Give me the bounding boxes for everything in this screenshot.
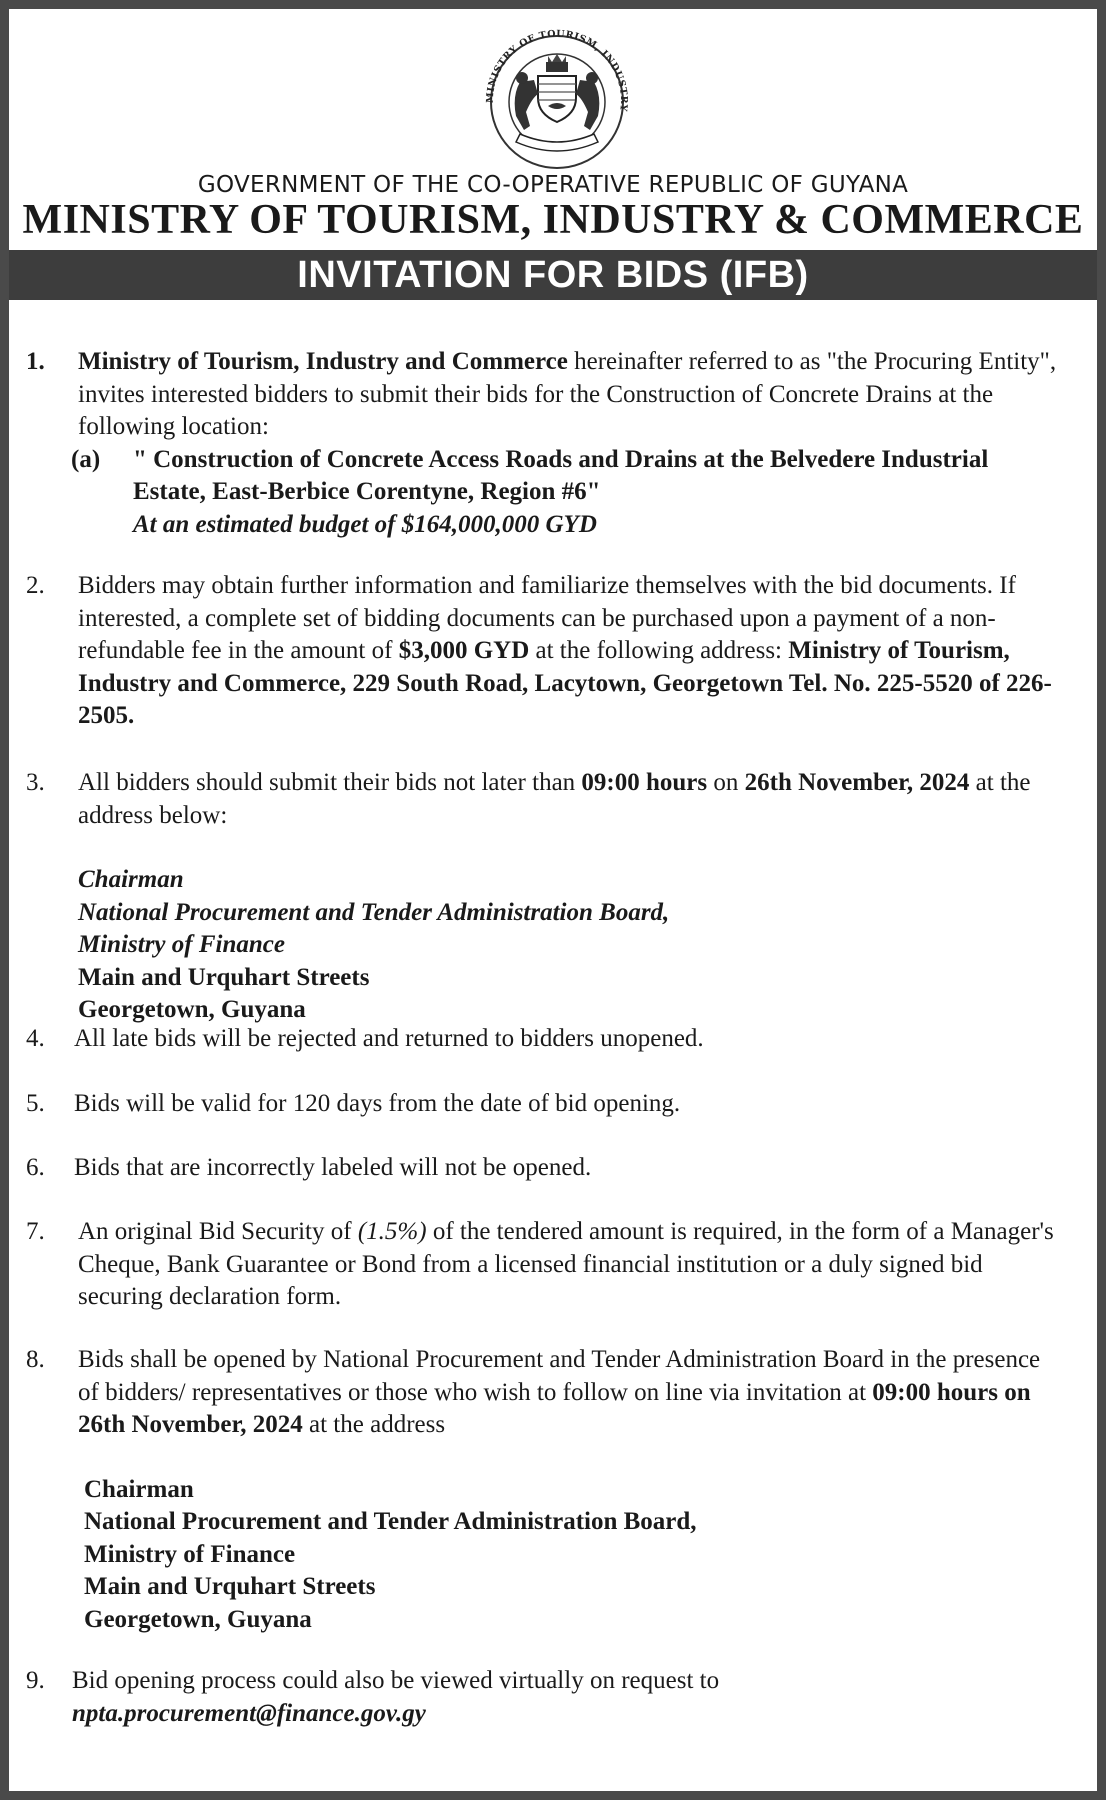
list-item-1 — [26, 346, 1066, 541]
address-line: Georgetown, Guyana — [84, 1605, 312, 1633]
address-line: Main and Urquhart Streets — [78, 963, 370, 991]
item-text — [72, 1665, 1066, 1730]
address-line: National Procurement and Tender Administration Board, — [84, 1508, 697, 1535]
item-number: 2. — [26, 572, 45, 599]
sub-item-body — [133, 444, 1066, 542]
item-text — [78, 346, 1066, 444]
item-text — [78, 767, 1066, 832]
item-number: 8. — [26, 1346, 45, 1373]
sub-item-a — [71, 444, 1066, 542]
list-item-9 — [26, 1665, 1066, 1730]
item-text-part: All bidders should submit their bids not later than — [78, 769, 582, 796]
item-text: All late bids will be rejected and returned to bidders unopened. — [74, 1025, 704, 1052]
list-item-2 — [26, 570, 1066, 733]
item-text: Bids that are incorrectly labeled will not be opened. — [74, 1154, 592, 1181]
list-item-6 — [26, 1152, 1066, 1185]
purchase-address: Ministry of Tourism, Industry and Commerce, 229 South Road, Lacytown, Georgetown Tel. No. 225-5520 of 226-2505. — [78, 637, 1052, 729]
item-number: 3. — [26, 769, 45, 796]
list-item-4 — [26, 1023, 1066, 1056]
item-text-part: Bidders may obtain further information and familiarize themselves with the bid documents. If interested, a complete set of bidding documents can be purchased upon a payment of a non-refundable fee in the amount of — [78, 572, 1016, 664]
contact-email[interactable]: npta.procurement@finance.gov.gy — [72, 1699, 426, 1727]
address-line: Chairman — [84, 1475, 194, 1503]
item-text-part: on — [707, 769, 745, 796]
item-text — [78, 1216, 1066, 1314]
item-number: 1. — [26, 348, 45, 375]
address-line: National Procurement and Tender Administration Board, — [78, 898, 670, 926]
svg-text:MINISTRY OF TOURISM, INDUSTRY: MINISTRY OF TOURISM, INDUSTRY — [484, 28, 630, 113]
item-text-part: at the following address: — [529, 637, 789, 664]
document-fee: $3,000 GYD — [398, 637, 530, 664]
item-text — [78, 570, 1066, 733]
item-number: 6. — [26, 1154, 45, 1181]
item-text: Bids will be valid for 120 days from the date of bid opening. — [74, 1090, 681, 1117]
address-line: Georgetown, Guyana — [78, 996, 306, 1023]
submission-address — [78, 864, 1066, 1027]
item-text-part: of the tendered amount is required, in the form of a Manager's Cheque, Bank Guarantee or Bond from a licensed financial institution or a duly signed bid securing declaration form. — [78, 1218, 1054, 1310]
item-text-part: An original Bid Security of — [78, 1218, 358, 1245]
item-number: 9. — [26, 1667, 45, 1694]
ministry-title: MINISTRY OF TOURISM, INDUSTRY & COMMERCE — [22, 197, 1084, 243]
project-title: " Construction of Concrete Access Roads and Drains at the Belvedere Industrial Estate, East-Berbice Corentyne, Region #6" — [133, 445, 989, 505]
item-number: 5. — [26, 1090, 45, 1117]
item-text-part: Bids shall be opened by National Procurement and Tender Administration Board in the presence of bidders/ representatives or those who wish to follow on line via invitation at — [78, 1346, 1041, 1406]
government-title: GOVERNMENT OF THE CO-OPERATIVE REPUBLIC OF GUYANA — [197, 172, 909, 198]
list-item-8 — [26, 1344, 1066, 1636]
deadline-time: 09:00 hours — [581, 769, 708, 796]
item-number: 4. — [26, 1025, 45, 1052]
list-item-3 — [26, 767, 1066, 1027]
opening-time-date: 09:00 hours on 26th November, 2024 — [78, 1378, 1031, 1438]
item-text-part: Bid opening process could also be viewed virtually on request to — [72, 1667, 720, 1694]
estimated-budget: At an estimated budget of $164,000,000 GYD — [133, 510, 597, 538]
list-item-5 — [26, 1088, 1066, 1121]
opening-address — [84, 1474, 1066, 1637]
item-text-part: hereinafter referred to as "the Procuring Entity", invites interested bidders to submit their bids for the Construction of Concrete Drains at the following location: — [78, 348, 1057, 440]
list-item-7 — [26, 1216, 1066, 1314]
ifb-banner: INVITATION FOR BIDS (IFB) — [9, 250, 1097, 300]
sub-item-label: (a) — [71, 445, 101, 473]
item-number: 7. — [26, 1218, 45, 1245]
item-text — [78, 1344, 1066, 1442]
procuring-entity: Ministry of Tourism, Industry and Commerce — [78, 348, 568, 375]
address-line: Main and Urquhart Streets — [84, 1573, 376, 1600]
address-line: Chairman — [78, 866, 184, 893]
item-text-part: at the address below: — [78, 769, 1031, 829]
bid-security-percent: (1.5%) — [357, 1218, 427, 1245]
address-line: Ministry of Finance — [78, 931, 285, 958]
item-text-part: at the address — [302, 1411, 446, 1438]
deadline-date: 26th November, 2024 — [744, 769, 970, 796]
address-line: Ministry of Finance — [84, 1540, 296, 1568]
